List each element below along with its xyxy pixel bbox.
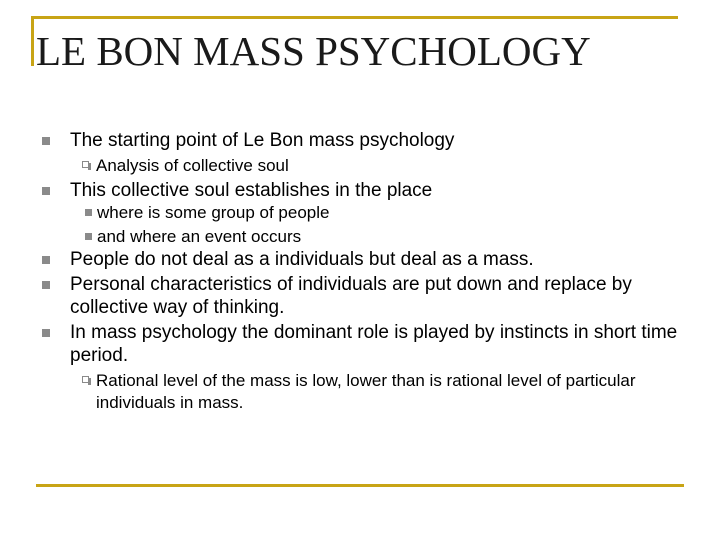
sub-bullet-item — [0, 370, 720, 414]
sub-bullet-text: Analysis of collective soul — [96, 156, 289, 175]
bullet-text: In mass psychology the dominant role is played by instincts in short time period. — [70, 322, 678, 366]
square-bullet-icon — [42, 256, 50, 264]
title-rule-horizontal — [31, 16, 678, 19]
sub-bullet-text: Rational level of the mass is low, lower than is rational level of particular individuals in mass. — [96, 371, 636, 412]
sub-bullet-item — [0, 202, 720, 224]
square-bullet-icon — [42, 187, 50, 195]
bullet-text: This collective soul establishes in the place — [70, 180, 433, 201]
square-bullet-icon — [85, 209, 92, 216]
sub-bullet-item — [0, 155, 720, 177]
slide-title: LE BON MASS PSYCHOLOGY — [36, 28, 591, 74]
bullet-item — [0, 248, 720, 271]
hollow-square-icon — [82, 161, 89, 168]
bullet-item — [0, 129, 720, 152]
sub-bullet-item — [0, 226, 720, 248]
bullet-item — [0, 321, 720, 367]
bullet-text: People do not deal as a individuals but deal as a mass. — [70, 249, 534, 270]
bullet-item — [0, 273, 720, 319]
hollow-square-icon — [82, 376, 89, 383]
title-rule-vertical — [31, 16, 34, 66]
bullet-text: Personal characteristics of individuals are put down and replace by collective way of thinking. — [70, 274, 632, 318]
bullet-text: The starting point of Le Bon mass psychology — [70, 130, 455, 151]
square-bullet-icon — [42, 329, 50, 337]
bullet-list — [0, 129, 720, 414]
square-bullet-icon — [42, 137, 50, 145]
sub-bullet-text: where is some group of people — [97, 203, 330, 222]
square-bullet-icon — [42, 281, 50, 289]
bullet-item — [0, 179, 720, 202]
square-bullet-icon — [85, 233, 92, 240]
footer-rule — [36, 484, 684, 487]
sub-bullet-text: and where an event occurs — [97, 227, 302, 246]
